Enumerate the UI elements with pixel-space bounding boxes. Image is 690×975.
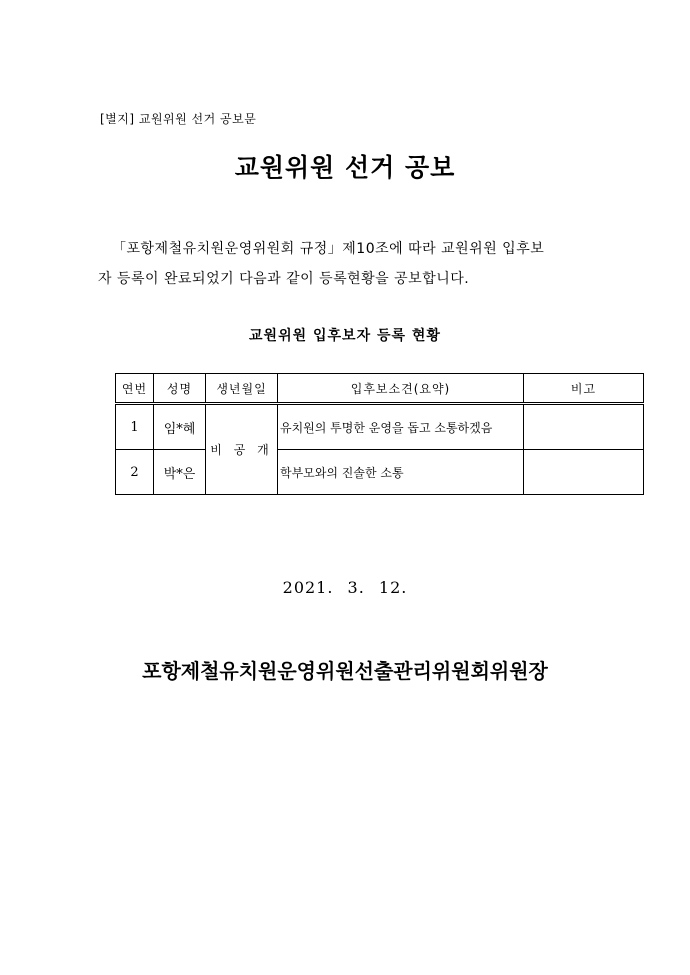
table-title: 교원위원 입후보자 등록 현황 — [249, 328, 441, 344]
row-serial: 1 — [116, 404, 154, 450]
candidate-table — [115, 373, 644, 495]
row-pledge: 학부모와의 진솔한 소통 — [278, 450, 524, 495]
announcement-date — [0, 578, 690, 597]
table-header-row — [116, 374, 644, 404]
row-remark — [524, 404, 644, 450]
date-year: 2021. — [282, 578, 334, 597]
document-title: 교원위원 선거 공보 — [234, 153, 456, 182]
intro-line-1: 「포항제철유치원운영위원회 규정」제10조에 따라 교원위원 입후보 — [112, 241, 545, 257]
row-remark — [524, 450, 644, 495]
row-serial: 2 — [116, 450, 154, 495]
header-birthdate: 생년월일 — [206, 374, 278, 404]
header-pledge: 입후보소견(요약) — [278, 374, 524, 404]
annex-label: [별지] 교원위원 선거 공보문 — [100, 112, 257, 126]
date-day: 12. — [378, 578, 408, 597]
header-remark: 비고 — [524, 374, 644, 404]
row-name: 박*은 — [154, 450, 206, 495]
signatory: 포항제철유치원운영위원선출관리위원회위원장 — [142, 659, 548, 683]
header-serial: 연번 — [116, 374, 154, 404]
row-pledge: 유치원의 투명한 운영을 돕고 소통하겠음 — [278, 404, 524, 450]
table-row — [116, 450, 644, 495]
row-name: 임*혜 — [154, 404, 206, 450]
header-name: 성명 — [154, 374, 206, 404]
table-row — [116, 404, 644, 450]
intro-paragraph — [98, 234, 598, 294]
date-month: 3. — [347, 578, 365, 597]
intro-line-2: 자 등록이 완료되었기 다음과 같이 등록현황을 공보합니다. — [98, 271, 470, 287]
birthdate-undisclosed: 비 공 개 — [206, 404, 278, 495]
